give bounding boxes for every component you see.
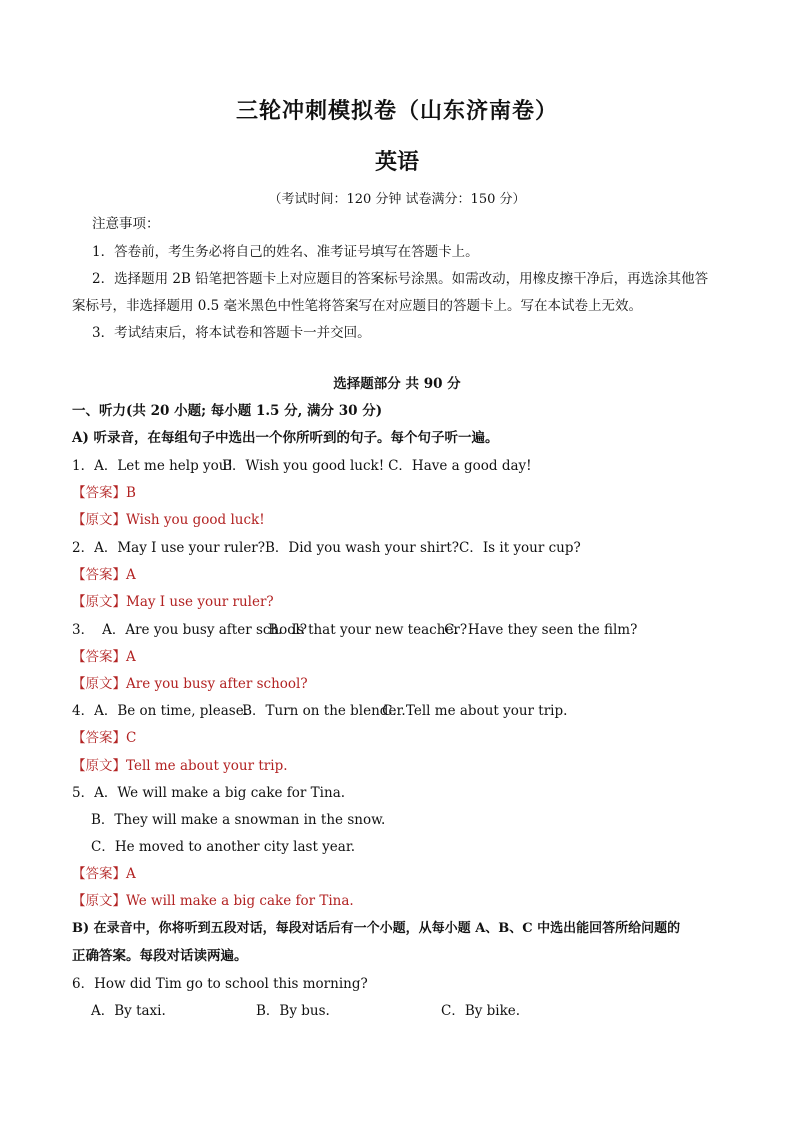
option-a: A．We will make a big cake for Tina. — [94, 785, 346, 801]
question-6 — [72, 975, 368, 993]
answer-label: 【答案】 — [72, 485, 126, 501]
source-label: 【原文】 — [72, 676, 126, 692]
answer-1 — [72, 484, 136, 502]
answer-label: 【答案】 — [72, 649, 126, 665]
answer-2 — [72, 566, 136, 584]
source-text: May I use your ruler? — [126, 594, 274, 610]
question-5-option-c: C．He moved to another city last year. — [91, 839, 356, 855]
source-3 — [72, 675, 308, 693]
answer-5 — [72, 865, 136, 883]
option-b: B．By bus. — [256, 1003, 330, 1019]
source-text: We will make a big cake for Tina. — [126, 893, 354, 909]
option-c: C．By bike. — [441, 1003, 521, 1019]
source-text: Tell me about your trip. — [126, 758, 288, 774]
answer-label: 【答案】 — [72, 866, 126, 882]
option-a: A．Be on time, please. — [94, 703, 248, 719]
part-b-instructions-line-2: 正确答案。每段对话读两遍。 — [72, 948, 248, 964]
question-3 — [72, 621, 637, 639]
answer-label: 【答案】 — [72, 567, 126, 583]
source-label: 【原文】 — [72, 893, 126, 909]
question-number: 3． — [72, 622, 95, 638]
option-a: A．May I use your ruler? — [94, 540, 265, 556]
notice-item-3: 3．考试结束后，将本试卷和答题卡一并交回。 — [92, 325, 371, 341]
option-a: A．Let me help you! — [94, 458, 233, 474]
question-number: 2． — [72, 540, 95, 556]
section-heading: 选择题部分 共 90 分 — [333, 376, 461, 392]
answer-value: A — [126, 567, 136, 583]
question-4 — [72, 702, 567, 720]
exam-info: （考试时间：120 分钟 试卷满分：150 分） — [268, 192, 526, 207]
part-1-heading: 一、听力(共 20 小题; 每小题 1.5 分, 满分 30 分) — [72, 403, 383, 419]
answer-label: 【答案】 — [72, 730, 126, 746]
page-title: 三轮冲刺模拟卷（山东济南卷） — [235, 98, 558, 124]
question-2 — [72, 539, 581, 557]
option-c: C．Is it your cup? — [459, 540, 581, 556]
source-text: Are you busy after school? — [126, 676, 308, 692]
notice-heading: 注意事项： — [92, 216, 160, 232]
source-label: 【原文】 — [72, 594, 126, 610]
question-number: 1． — [72, 458, 95, 474]
option-c: C．Tell me about your trip. — [382, 703, 568, 719]
answer-3 — [72, 648, 136, 666]
option-b: B．Is that your new teacher? — [268, 622, 468, 638]
question-number: 4． — [72, 703, 95, 719]
option-b: B．Wish you good luck! — [222, 458, 385, 474]
question-5-option-b: B．They will make a snowman in the snow. — [91, 812, 386, 828]
answer-value: A — [126, 866, 136, 882]
option-a: A．Are you busy after school? — [102, 622, 307, 638]
source-1 — [72, 511, 265, 529]
question-5 — [72, 784, 345, 802]
question-1 — [72, 457, 532, 475]
question-6-options — [91, 1002, 520, 1020]
answer-value: A — [126, 649, 136, 665]
question-stem: How did Tim go to school this morning? — [94, 976, 368, 992]
option-a: A．By taxi. — [91, 1003, 166, 1019]
notice-item-1: 1．答卷前，考生务必将自己的姓名、准考证号填写在答题卡上。 — [92, 244, 479, 260]
option-c: C．Have they seen the film? — [444, 622, 638, 638]
option-b: B．Did you wash your shirt? — [265, 540, 460, 556]
option-b: B．Turn on the blender. — [242, 703, 406, 719]
subject-title: 英语 — [374, 149, 419, 175]
source-5 — [72, 892, 354, 910]
part-a-instructions: A) 听录音，在每组句子中选出一个你所听到的句子。每个句子听一遍。 — [72, 430, 499, 446]
source-label: 【原文】 — [72, 758, 126, 774]
source-label: 【原文】 — [72, 512, 126, 528]
answer-4 — [72, 729, 136, 747]
question-number: 6． — [72, 976, 95, 992]
source-text: Wish you good luck! — [126, 512, 265, 528]
source-2 — [72, 593, 274, 611]
answer-value: B — [126, 485, 136, 501]
answer-value: C — [126, 730, 137, 746]
notice-item-2-line-1: 2．选择题用 2B 铅笔把答题卡上对应题目的答案标号涂黑。如需改动，用橡皮擦干净后，再选涂其他答 — [92, 271, 709, 287]
part-b-instructions-line-1: B) 在录音中，你将听到五段对话，每段对话后有一个小题，从每小题 A、B、C 中选出能回答所给问题的 — [72, 921, 681, 936]
notice-item-2-line-2: 案标号，非选择题用 0.5 毫米黑色中性笔将答案写在对应题目的答题卡上。写在本试卷上无效。 — [72, 298, 643, 314]
question-number: 5． — [72, 785, 95, 801]
source-4 — [72, 757, 288, 775]
option-c: C．Have a good day! — [388, 458, 532, 474]
